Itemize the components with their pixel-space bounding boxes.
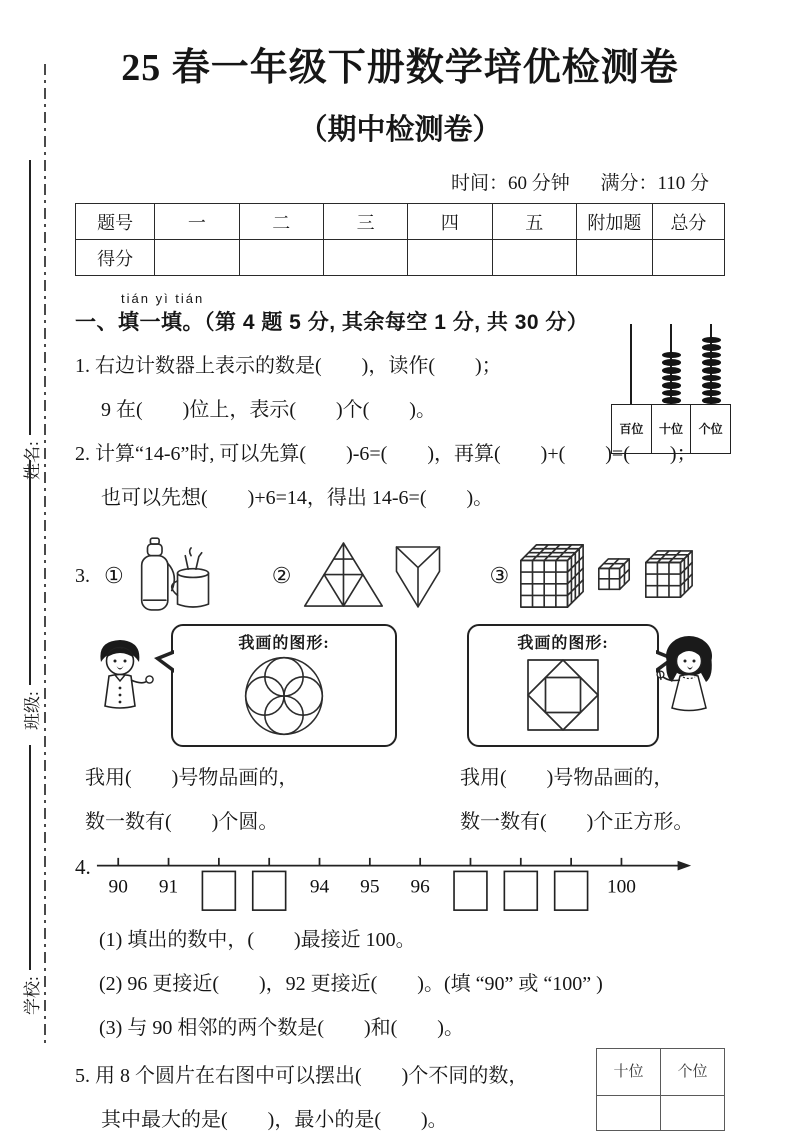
- tick-label-90: 90: [108, 876, 128, 898]
- time-limit: 时间：60 分钟: [450, 173, 570, 194]
- question-4-sub1: (1) 填出的数中，( )最接近 100。: [99, 929, 416, 951]
- tens-rod: [651, 322, 691, 404]
- tick-label-96: 96: [410, 876, 430, 898]
- item-1-badge: ①: [104, 563, 124, 588]
- name-label: 姓名:: [22, 441, 42, 480]
- thermos-and-mug-drawing: [132, 534, 224, 618]
- q3-left-line1: 我用( )号物品画的，: [85, 767, 299, 789]
- name-blank-line: [29, 160, 31, 435]
- student-name-field: [10, 160, 50, 480]
- exam-info-line: [75, 168, 725, 195]
- abacus-bead: [662, 367, 681, 374]
- rubiks-cube-large-icon: [521, 545, 583, 607]
- abacus-bead: [662, 352, 681, 359]
- ones-label: 个位: [690, 405, 730, 453]
- score-empty-cell: [323, 240, 407, 276]
- school-blank-line: [29, 745, 31, 970]
- class-label: 班级:: [22, 691, 42, 730]
- score-header-cell: 二: [239, 204, 323, 240]
- abacus-bead: [702, 397, 721, 404]
- paper-title: 25 春一年级下册数学培优检测卷: [121, 47, 679, 89]
- tick-label-100: 100: [606, 876, 636, 898]
- abacus-bead: [702, 344, 721, 351]
- boy-speech-bubble: [171, 624, 397, 747]
- score-table-header-row: [76, 204, 725, 240]
- abacus-bead: [702, 382, 721, 389]
- tens-empty-cell: [597, 1096, 661, 1131]
- ones-rod: [691, 322, 731, 404]
- item-3-badge: ③: [489, 563, 510, 588]
- abacus-bead: [702, 337, 721, 344]
- abacus-rods: [611, 322, 731, 404]
- answer-box-98: [504, 871, 537, 910]
- girl-figure: [647, 630, 731, 744]
- circles-flower-drawing: [241, 653, 327, 739]
- question-4: [75, 852, 725, 916]
- full-score: 满分：110 分: [600, 173, 709, 194]
- abacus-bead: [702, 352, 721, 359]
- abacus-bead: [702, 375, 721, 382]
- question-1-line1: 1. 右边计数器上表示的数是( )，读作( )；: [75, 355, 502, 377]
- question-4-subquestions: [75, 918, 725, 1050]
- question-2-line2: 也可以先想( )+6=14，得出 14-6=( )。: [101, 487, 494, 509]
- question-3-items: [75, 530, 725, 622]
- question-3-bubbles: [75, 624, 725, 750]
- boy-figure: [79, 632, 161, 744]
- counter-abacus-graphic: [611, 322, 731, 454]
- abacus-bead: [662, 390, 681, 397]
- bubble-right-title: 我画的图形:: [517, 635, 609, 652]
- tick-label-91: 91: [158, 876, 178, 898]
- answer-box-93: [252, 871, 285, 910]
- question-3-left-answer: [85, 756, 460, 844]
- tens-label: 十位: [651, 405, 691, 453]
- score-row-label: 得分: [76, 240, 155, 276]
- large-cube-drawing: [515, 537, 587, 615]
- ones-column-header: 个位: [661, 1049, 725, 1096]
- abacus-bead: [702, 359, 721, 366]
- triangular-prism-icon: [397, 547, 440, 607]
- score-header-cell: 四: [408, 204, 492, 240]
- class-blank-line: [29, 460, 31, 685]
- question-3-answers: [75, 756, 725, 844]
- score-empty-cell: [239, 240, 323, 276]
- item-2-badge: ②: [271, 563, 292, 588]
- abacus-bead: [702, 390, 721, 397]
- question-3-number: 3.: [75, 564, 90, 587]
- score-table-score-row: [76, 240, 725, 276]
- prism-drawing: [389, 539, 447, 613]
- pyramid-drawing: [297, 538, 389, 614]
- small-cube-drawing: [595, 555, 633, 597]
- question-1: [75, 344, 725, 436]
- bubble-left-title: 我画的图形:: [238, 635, 330, 652]
- abacus-bead: [702, 367, 721, 374]
- score-header-cell: 题号: [76, 204, 155, 240]
- score-empty-cell: [652, 240, 724, 276]
- section-1-pinyin: tián yì tián: [121, 291, 205, 306]
- tick-label-94: 94: [309, 876, 329, 898]
- girl-speech-bubble: [467, 624, 659, 747]
- section-1-scoring: 。（第 4 题 5 分, 其余每空 1 分, 共 30 分）: [182, 311, 589, 334]
- question-3-right-answer: [460, 756, 725, 844]
- tens-column-header: 十位: [597, 1049, 661, 1096]
- question-4-sub2: (2) 96 更接近( )，92 更接近( )。(填 “90” 或 “100” ): [99, 973, 603, 995]
- nested-squares-drawing: [521, 653, 605, 737]
- answer-box-99: [554, 871, 587, 910]
- question-5-line2: 其中最大的是( )，最小的是( )。: [101, 1109, 448, 1131]
- score-header-cell: 三: [323, 204, 407, 240]
- medium-cube-drawing: [641, 546, 695, 606]
- hundreds-label: 百位: [619, 422, 644, 436]
- abacus-bead: [662, 397, 681, 404]
- student-class-field: [10, 460, 50, 730]
- question-1-line2: 9 在( )位上，表示( )个( )。: [101, 399, 436, 421]
- number-line: [95, 852, 695, 916]
- section-1-number: 一、: [75, 311, 118, 334]
- score-empty-cell: [408, 240, 492, 276]
- rubiks-cube-medium-icon: [646, 551, 692, 597]
- score-table: [75, 203, 725, 276]
- q3-right-line1: 我用( )号物品画的，: [460, 767, 674, 789]
- arrow-icon: [677, 861, 691, 871]
- school-label: 学校:: [22, 976, 42, 1015]
- q3-left-line2: 数一数有( )个圆。: [85, 811, 279, 833]
- question-4-sub3: (3) 与 90 相邻的两个数是( )和( )。: [99, 1017, 464, 1039]
- answer-box-97: [454, 871, 487, 910]
- question-5-line1: 5. 用 8 个圆片在右图中可以摆出( )个不同的数，: [75, 1065, 529, 1087]
- pyramid-icon: [305, 543, 382, 606]
- place-value-labels: [611, 404, 731, 454]
- paper-subtitle: （期中检测卷）: [298, 114, 502, 146]
- score-header-cell: 总分: [652, 204, 724, 240]
- question-4-number: 4.: [75, 855, 91, 879]
- score-header-cell: 五: [492, 204, 576, 240]
- rubiks-cube-small-icon: [599, 559, 629, 589]
- tick-label-95: 95: [359, 876, 380, 898]
- student-school-field: [10, 745, 50, 1015]
- score-empty-cell: [155, 240, 239, 276]
- section-1-word: 填一填: [118, 311, 183, 334]
- q3-right-line2: 数一数有( )个正方形。: [460, 811, 694, 833]
- score-header-cell: 附加题: [576, 204, 652, 240]
- mug-icon: [171, 548, 208, 607]
- score-header-cell: 一: [155, 204, 239, 240]
- paper-content: [75, 26, 725, 1142]
- place-value-table: [596, 1048, 725, 1131]
- abacus-bead: [662, 375, 681, 382]
- hundreds-rod: [611, 322, 651, 404]
- ones-empty-cell: [661, 1096, 725, 1131]
- question-2-line1: 2. 计算“14-6”时, 可以先算( )-6=( )，再算( )+( )=( )；: [75, 443, 697, 465]
- score-empty-cell: [576, 240, 652, 276]
- score-empty-cell: [492, 240, 576, 276]
- answer-box-92: [202, 871, 235, 910]
- question-5: [75, 1054, 725, 1142]
- abacus-bead: [662, 359, 681, 366]
- abacus-bead: [662, 382, 681, 389]
- thermos-icon: [141, 538, 174, 610]
